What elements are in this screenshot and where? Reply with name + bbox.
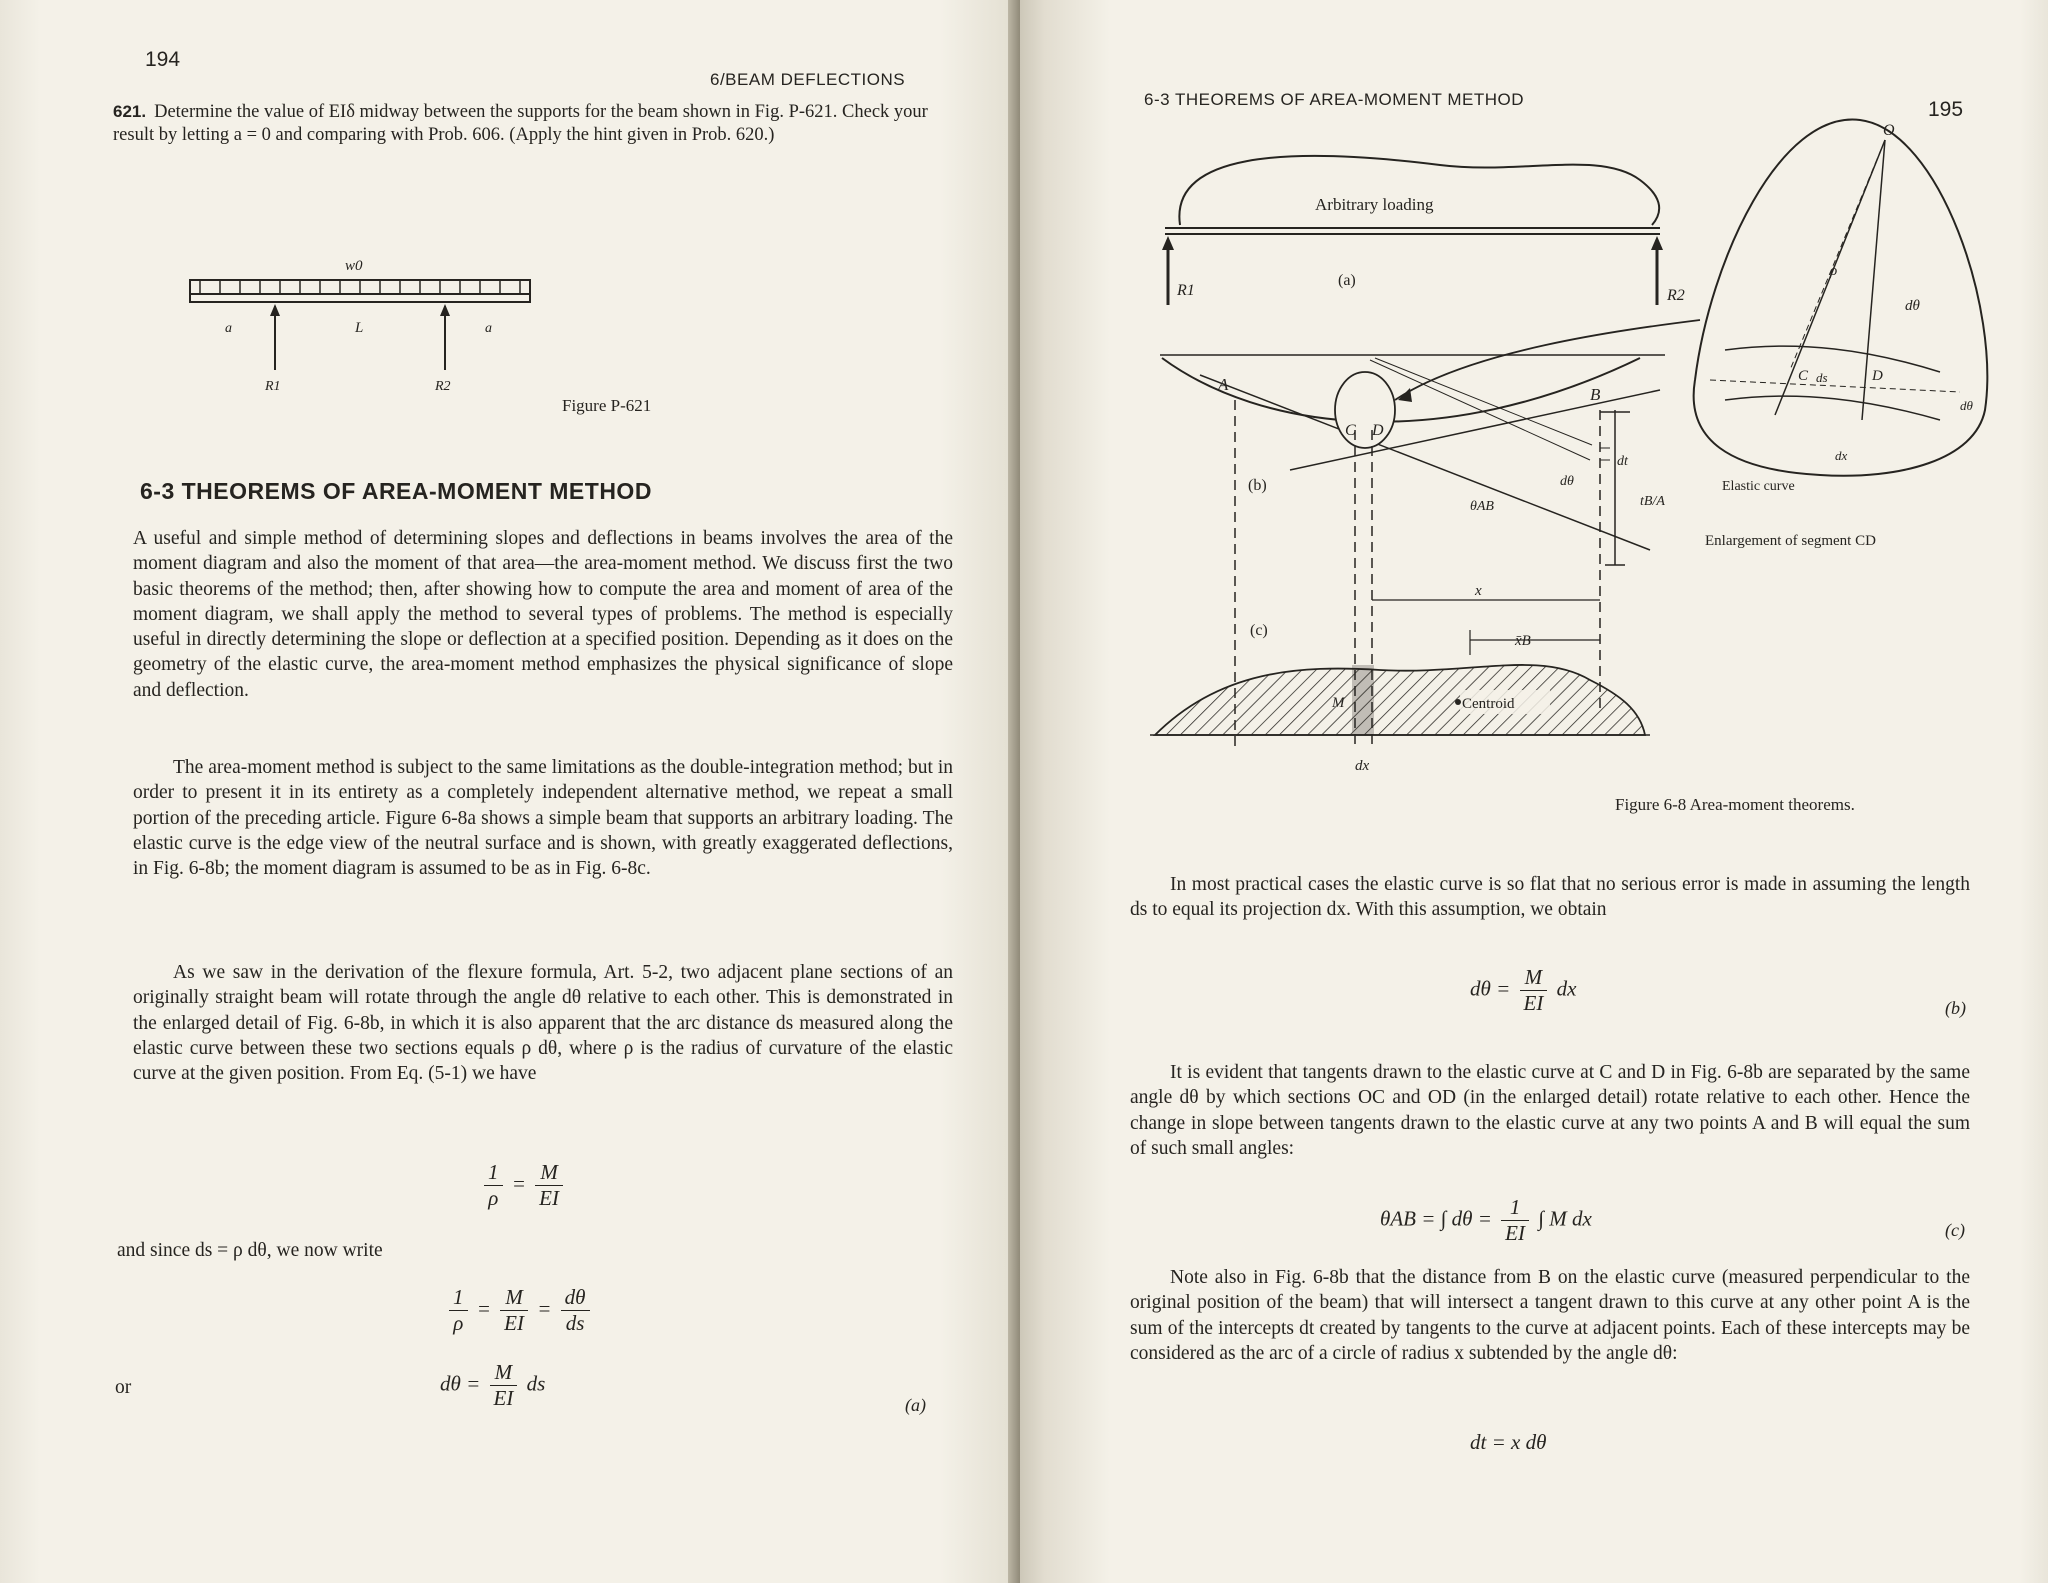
tangent-at-a [1200, 375, 1650, 550]
label-C-detail: C [1798, 368, 1809, 384]
equation-2: $\frac{1}{\rho}$ = $\frac{M}{EI}$ = $\frac{d\theta}{ds}$ [445, 1285, 594, 1336]
loading-curve [1179, 156, 1659, 225]
left-para-3 [133, 960, 953, 1086]
label-D: D [1372, 422, 1384, 439]
equation-d: dt = x dθ [1470, 1430, 1547, 1454]
beam [190, 294, 530, 302]
running-header-right: 6-3 THEOREMS OF AREA-MOMENT METHOD [1144, 90, 1525, 109]
left-page [0, 0, 1020, 1583]
label-O: O [1883, 122, 1895, 139]
label-dtheta-right: dθ [1960, 398, 1973, 413]
label-dx: dx [1355, 758, 1370, 774]
dim-a-left: a [225, 321, 232, 336]
right-para-1-text: In most practical cases the elastic curve is so flat that no serious error is made in assuming the length ds to equal its projection dx. With this assumption, we obtain [1130, 874, 1970, 921]
figure-6-8 [1140, 110, 2020, 790]
label-dtheta-b: dθ [1560, 474, 1574, 489]
label-R1: R1 [1177, 282, 1195, 299]
label-x: x [1475, 583, 1482, 599]
equation-3 [440, 1360, 545, 1411]
word-or: or [115, 1377, 132, 1398]
eq3-tag: (a) [905, 1395, 926, 1415]
eq1-rhs-num: M [535, 1160, 563, 1186]
page-number-left: 194 [145, 48, 181, 71]
label-D-detail: D [1872, 368, 1883, 384]
section-heading: 6-3 THEOREMS OF AREA-MOMENT METHOD [140, 478, 652, 504]
eqc-int1: ∫ dθ [1440, 1206, 1473, 1231]
problem-621 [113, 100, 968, 147]
detail-pointer [1395, 320, 1700, 400]
detail-circle [1335, 372, 1395, 448]
left-para-2-text: The area-moment method is subject to the same limitations as the double-integration method; but in order to present it in its entirety as a completely independent alternative method, we repeat a small portion of the preceding article. Figure 6-8a shows a simple beam that supports an arbitrary loading. The elastic curve is the edge view of the neutral surface and is shown, with greatly exaggerated deflections, in Fig. 6-8b; the moment diagram is assumed to be as in Fig. 6-8c. [133, 757, 953, 880]
label-centroid: Centroid [1462, 696, 1515, 712]
eqb-num: M [1520, 965, 1548, 991]
label-r1: R1 [265, 379, 281, 394]
eqb-lhs: dθ = [1470, 976, 1511, 1001]
eq1-lhs-den: ρ [488, 1186, 499, 1210]
eq2-a-den: ρ [453, 1311, 464, 1335]
problem-number: 621. [113, 102, 147, 121]
eq1-lhs-num: 1 [484, 1160, 503, 1186]
equation-1: $\frac{1}{\rho}$ = $\frac{M}{EI}$ [480, 1160, 567, 1211]
label-b: (b) [1248, 477, 1267, 494]
arrow-r2 [1651, 236, 1663, 250]
right-para-3 [1130, 1265, 1970, 1366]
eq3-den: EI [493, 1386, 514, 1410]
label-theta-ab: θAB [1470, 499, 1494, 514]
eqc-num: 1 [1501, 1195, 1529, 1221]
label-dtheta-detail: dθ [1905, 298, 1920, 314]
eqc-mid: = [1477, 1206, 1492, 1231]
moment-diagram [1155, 665, 1645, 735]
label-rho: ρ [1830, 263, 1838, 279]
eq2-c-den: ds [565, 1311, 585, 1335]
load-label: w0 [345, 258, 363, 274]
right-para-2 [1130, 1060, 1970, 1161]
eq2-a-num: 1 [449, 1285, 468, 1311]
dim-a-right: a [485, 321, 492, 336]
label-arbitrary-loading: Arbitrary loading [1315, 195, 1434, 214]
neutral-axis-detail [1710, 380, 1960, 392]
enlargement-outline [1694, 120, 1988, 476]
figure-p621-caption: Figure P-621 [562, 396, 652, 415]
figure-6-8-caption: Figure 6-8 Area-moment theorems. [1615, 795, 1855, 814]
left-para-3-text: As we saw in the derivation of the flexure formula, Art. 5-2, two adjacent plane sections of an originally straight beam will rotate through the angle dθ relative to each other. This is demonstrated in the enlarged detail of Fig. 6-8b, in which it is also apparent that the arc distance ds measured along the elastic curve between these two sections equals ρ dθ, where ρ is the radius of curvature of the elastic curve at the given position. From Eq. (5-1) we have [133, 962, 953, 1085]
eqb-tag: (b) [1945, 998, 1966, 1018]
left-para-1-text: A useful and simple method of determining slopes and deflections in beams involves the area of the moment diagram and also the moment of that area—the area-moment method. We discuss first the two basic theorems of the method; then, after showing how to compute the area and moment of area of the moment diagram, we shall apply the method to several types of problems. The method is especially useful in directly determining the slope or deflection at a specified position. Depending as it does on the geometry of the elastic curve, the area-moment method emphasizes the physical significance of slope and deflection. [133, 528, 953, 701]
right-para-1 [1130, 872, 1970, 923]
equation-b [1470, 965, 1576, 1016]
arrow-r1 [1162, 236, 1174, 250]
eq3-num: M [490, 1360, 518, 1386]
elastic-curve [1162, 358, 1640, 422]
figure-p621 [180, 250, 560, 410]
and-since-line: and since ds = ρ dθ, we now write [117, 1240, 383, 1261]
right-para-3-text: Note also in Fig. 6-8b that the distance from B on the elastic curve (measured perpendicular to the original position of the beam) that will intersect a tangent drawn to this curve at any other point A is the sum of the intercepts dt created by tangents to the curve at adjacent points. Each of these intercepts may be considered as the arc of a circle of radius x subtended by the angle dθ: [1130, 1267, 1970, 1364]
label-a: (a) [1338, 272, 1356, 289]
left-para-1 [133, 526, 953, 703]
problem-text: Determine the value of EIδ midway between the supports for the beam shown in Fig. P-621. Check your result by letting a = 0 and comparing with Prob. 606. (Apply the hint given in Prob. 620.) [113, 102, 928, 145]
eq1-rhs-den: EI [539, 1186, 559, 1210]
label-elastic-curve: Elastic curve [1722, 479, 1795, 494]
moment-strip [1352, 665, 1374, 735]
dim-span: L [355, 320, 364, 336]
eq3-tail: ds [526, 1371, 546, 1396]
eq3-lhs: dθ = [440, 1371, 481, 1396]
label-A: A [1218, 375, 1229, 394]
eqb-den: EI [1523, 991, 1544, 1015]
label-B: B [1590, 385, 1601, 404]
label-tba: tB/A [1640, 494, 1665, 509]
label-M: M [1332, 695, 1345, 711]
eqc-int2: ∫ M dx [1538, 1206, 1592, 1231]
eqc-lhs: θAB = [1380, 1206, 1436, 1231]
eqb-tail: dx [1556, 976, 1577, 1001]
eq2-c-num: dθ [561, 1285, 590, 1311]
running-header-left: 6/BEAM DEFLECTIONS [710, 70, 906, 89]
reaction-arrow-right [440, 304, 450, 316]
label-r2: R2 [435, 379, 451, 394]
label-c: (c) [1250, 622, 1268, 639]
label-R2: R2 [1667, 287, 1685, 304]
label-ds: ds [1816, 370, 1828, 385]
right-para-2-text: It is evident that tangents drawn to the elastic curve at C and D in Fig. 6-8b are separated by the same angle dθ by which sections OC and OD (in the enlarged detail) rotate relative to each other. Hence the change in slope between tangents drawn to the elastic curve at any two points A and B will equal the sum of such small angles: [1130, 1062, 1970, 1159]
equation-c [1380, 1195, 1592, 1246]
label-dt: dt [1617, 454, 1628, 469]
enlargement-caption: Enlargement of segment CD [1705, 533, 1876, 549]
label-dx-detail: dx [1835, 448, 1848, 463]
reaction-arrow-left [270, 304, 280, 316]
left-para-2 [133, 755, 953, 881]
page-number-right: 195 [1928, 98, 1964, 121]
label-xbar: x̄B [1515, 633, 1531, 649]
eqc-den: EI [1505, 1221, 1525, 1245]
right-page [1020, 0, 2048, 1583]
eq2-b-num: M [500, 1285, 528, 1311]
eqc-tag: (c) [1945, 1220, 1965, 1240]
label-C: C [1345, 422, 1356, 439]
eq2-b-den: EI [504, 1311, 524, 1335]
